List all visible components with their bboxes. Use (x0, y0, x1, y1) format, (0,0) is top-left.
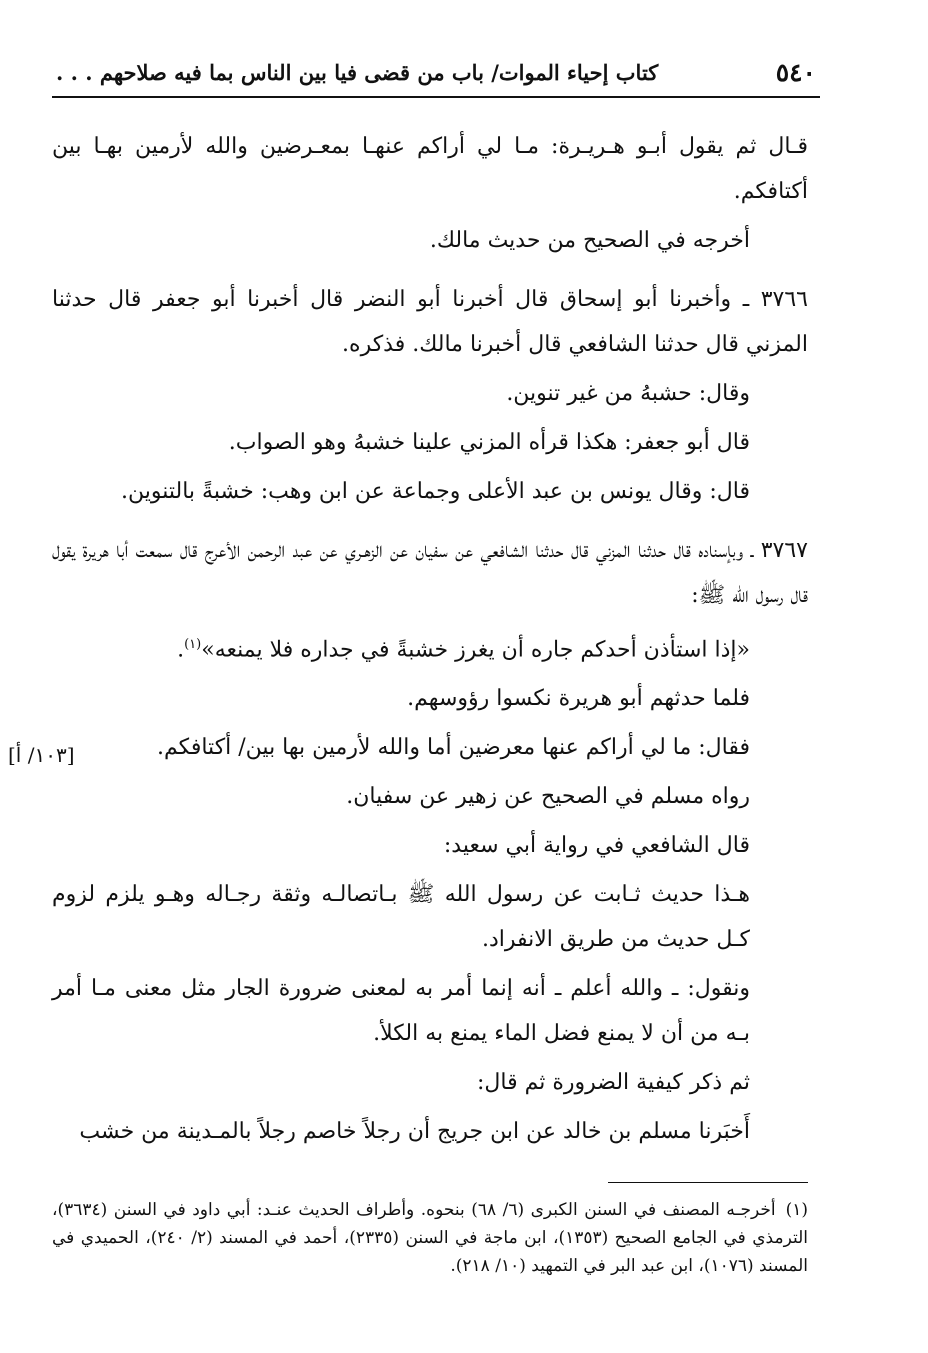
footnote (52, 1196, 808, 1280)
paragraph: قال الشافعي في رواية أبي سعيد: (443, 833, 750, 859)
hadith-quote: «إذا استأذن أحدكم جاره أن يغرز خشبةً في جداره فلا يمنعه»$^{(١)}$. (177, 637, 750, 663)
hadith-3766: ٣٧٦٦ ـ وأخبرنا أبو إسحاق قال أخبرنا أبو النضر قال أخبرنا أبو جعفر قال حدثنا المزني قال حدثنا الشافعي قال أخبرنا مالك. فذكره. (52, 287, 808, 357)
paragraph: قـال ثم يقول أبـو هـريـرة: مـا لي أراكم عنهـا بمعـرضين والله لأرمين بهـا بين أكتافكم. (52, 134, 808, 204)
footnote-text: أخرجـه المصنف في السنن الكبرى (٦/ ٦٨) بنحوه. وأطراف الحديث عنـد: أبي داود في السنن (٣٦٣٤)، الترمذي في الجامع الصحيح (١٣٥٣)، ابن ماجة في السنن (٢٣٣٥)، أحمد في المسند (٢/ ٢٤٠)، الحميدي في المسند (١٠٧٦)، ابن عبد البر في التمهيد (١٠/ ٢١٨). (52, 1200, 808, 1276)
page-header (52, 56, 820, 98)
paragraph: ثم ذكر كيفية الضرورة ثم قال: (476, 1070, 750, 1096)
footnote-divider (608, 1182, 808, 1183)
main-text (52, 124, 808, 1154)
manuscript-folio-reference: [١٠٣/ أ] (8, 743, 75, 767)
footnote-marker[interactable]: (١) (184, 637, 202, 652)
paragraph: فلما حدثهم أبو هريرة نكسوا رؤوسهم. (407, 686, 750, 712)
paragraph: هـذا حديث ثـابت عن رسول الله ﷺ بـاتصالـه وثقة رجـاله وهـو يلزم لزوم كـل حديث من طريق الانفراد. (52, 882, 750, 953)
running-title: كتاب إحياء الموات/ باب من قضى فيا بين الناس بما فيه صلاحهم . . . (56, 60, 659, 85)
quote-text: «إذا استأذن أحدكم جاره أن يغرز خشبةً في جداره فلا يمنعه» (201, 637, 750, 663)
page-number: ٥٤٠ (775, 58, 816, 87)
paragraph: فقال: ما لي أراكم عنها معرضين أما والله لأرمين بها بين/ أكتافكم. (157, 735, 750, 761)
paragraph: رواه مسلم في الصحيح عن زهير عن سفيان. (346, 784, 750, 810)
hadith-3767: ٣٧٦٧ ـ وبإسناده قال حدثنا المزني قال حدثنا الشافعي عن سفيان عن الزهـري عن عبد الرحمن الأعرج قال سمعت أبا هريرة يقول قال رسول الله ﷺ: (52, 538, 808, 608)
paragraph: أَخبَرنا مسلم بن خالد عن ابن جريج أن رجلاً خاصم رجلاً بالمـدينة من خشب (79, 1119, 750, 1145)
paragraph: ونقول: ـ والله أعلم ـ أنه إنما أمر به لمعنى ضرورة الجار مثل معنى مـا أمر بـه من أن لا يمنع فضل الماء يمنع به الكلأ. (52, 976, 750, 1047)
footnote-number: (١) (785, 1200, 808, 1220)
paragraph: قال: وقال يونس بن عبد الأعلى وجماعة عن ابن وهب: خشبةً بالتنوين. (121, 479, 750, 504)
paragraph: قال أبو جعفر: هكذا قرأه المزني علينا خشبهُ وهو الصواب. (228, 430, 750, 455)
footnotes (52, 1196, 808, 1280)
paragraph: أخرجه في الصحيح من حديث مالك. (429, 228, 750, 253)
paragraph: وقال: حشبهُ من غير تنوين. (506, 381, 750, 406)
